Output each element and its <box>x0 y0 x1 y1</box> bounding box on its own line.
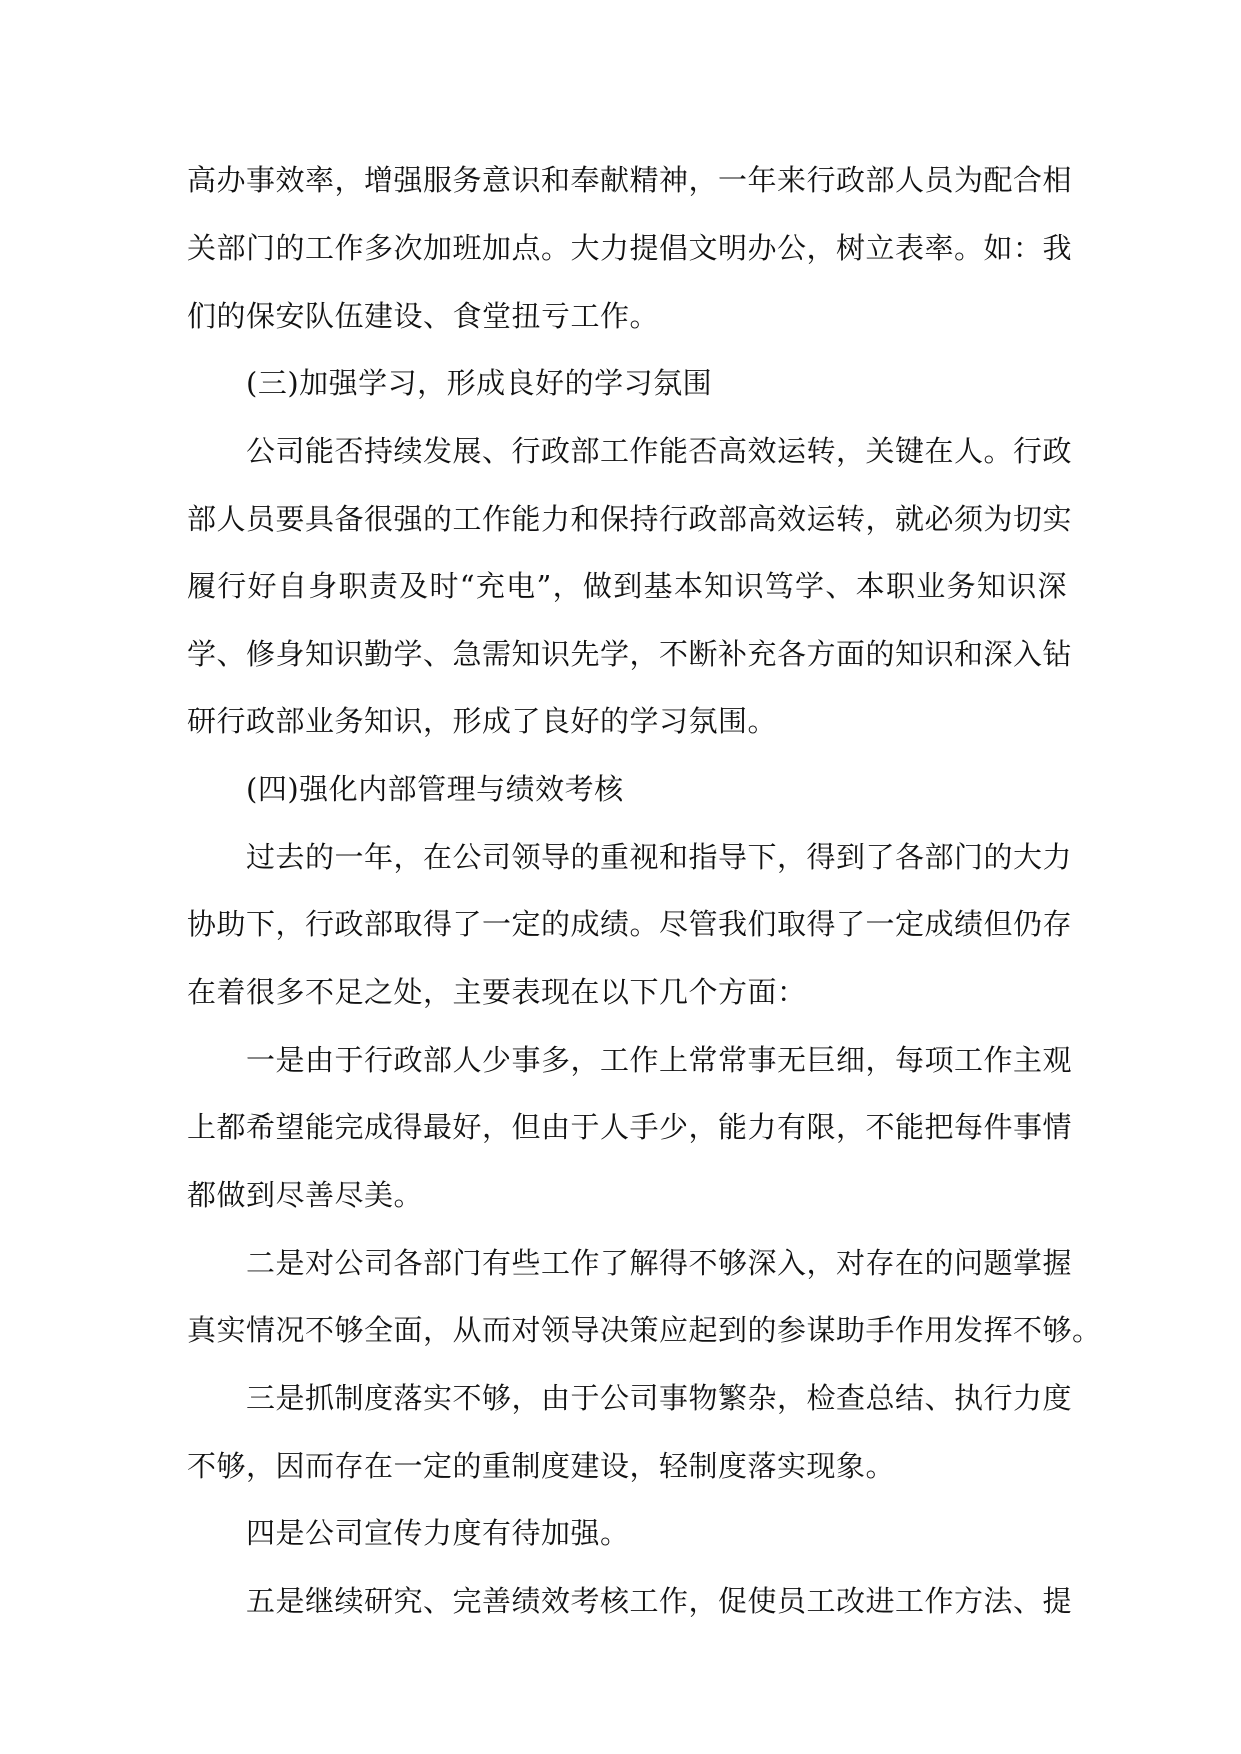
text-line: 二是对公司各部门有些工作了解得不够深入，对存在的问题掌握 <box>246 1246 1073 1280</box>
text-line: 在着很多不足之处，主要表现在以下几个方面： <box>187 975 807 1009</box>
text-line: 关部门的工作多次加班加点。大力提倡文明办公，树立表率。如：我 <box>187 231 1073 265</box>
text-line: 上都希望能完成得最好，但由于人手少，能力有限，不能把每件事情 <box>187 1110 1073 1144</box>
text-line: 四是公司宣传力度有待加强。 <box>246 1516 630 1550</box>
text-line: 学、修身知识勤学、急需知识先学，不断补充各方面的知识和深入钻 <box>187 637 1073 671</box>
text-line: 履行好自身职责及时“充电”，做到基本知识笃学、本职业务知识深 <box>187 569 1067 603</box>
text-line: 五是继续研究、完善绩效考核工作，促使员工改进工作方法、提 <box>246 1584 1073 1618</box>
text-line: 一是由于行政部人少事多，工作上常常事无巨细，每项工作主观 <box>246 1043 1073 1077</box>
text-line: 研行政部业务知识，形成了良好的学习氛围。 <box>187 704 778 738</box>
text-line: 过去的一年，在公司领导的重视和指导下，得到了各部门的大力 <box>246 840 1073 874</box>
text-line: 部人员要具备很强的工作能力和保持行政部高效运转，就必须为切实 <box>187 502 1073 536</box>
text-line: 不够，因而存在一定的重制度建设，轻制度落实现象。 <box>187 1449 896 1483</box>
text-line: 高办事效率，增强服务意识和奉献精神，一年来行政部人员为配合相 <box>187 163 1073 197</box>
text-line: 三是抓制度落实不够，由于公司事物繁杂，检查总结、执行力度 <box>246 1381 1073 1415</box>
section-heading: (三)加强学习，形成良好的学习氛围 <box>246 366 713 400</box>
text-line: 协助下，行政部取得了一定的成绩。尽管我们取得了一定成绩但仍存 <box>187 907 1073 941</box>
text-line: 真实情况不够全面，从而对领导决策应起到的参谋助手作用发挥不够。 <box>187 1313 1102 1347</box>
text-line: 公司能否持续发展、行政部工作能否高效运转，关键在人。行政 <box>246 434 1073 468</box>
section-heading: (四)强化内部管理与绩效考核 <box>246 772 624 806</box>
text-line: 们的保安队伍建设、食堂扭亏工作。 <box>187 299 660 333</box>
text-line: 都做到尽善尽美。 <box>187 1178 424 1212</box>
